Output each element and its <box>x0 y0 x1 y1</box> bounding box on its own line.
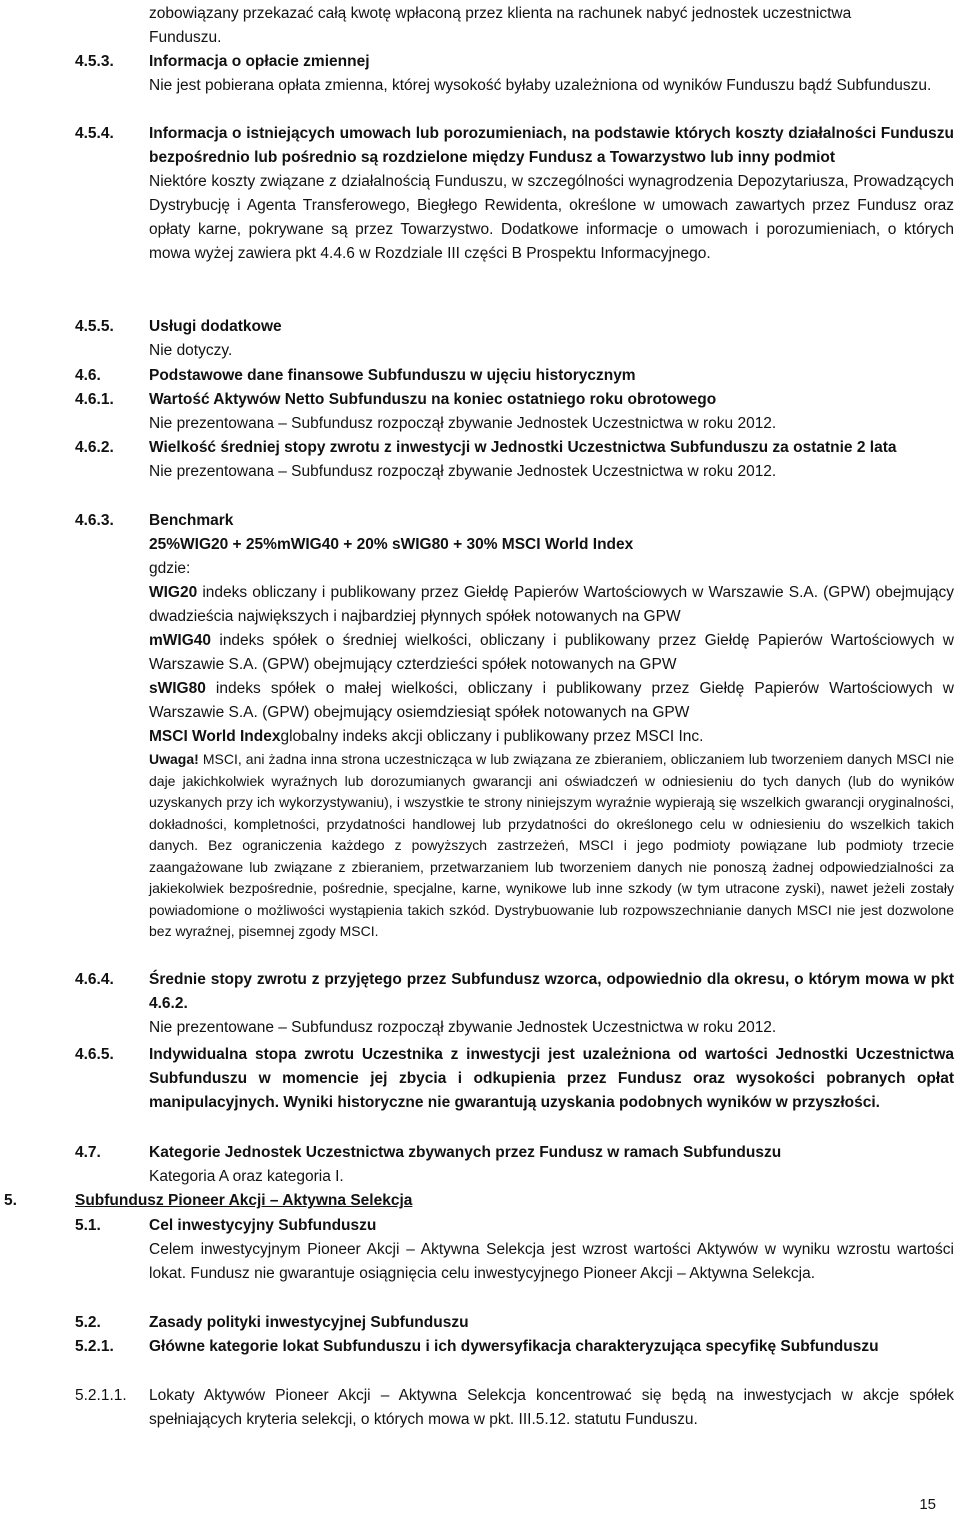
section-title: Usługi dodatkowe <box>149 318 282 335</box>
definition-term: sWIG80 <box>149 680 206 697</box>
section-text: Lokaty Aktywów Pioneer Akcji – Aktywna Selekcja koncentrować się będą na inwestycjach w akcje spółek spełniających kryteria selekcji, o których mowa w pkt. III.5.12. statutu Funduszu. <box>149 1387 954 1428</box>
section-text: Kategoria A oraz kategoria I. <box>149 1168 344 1185</box>
gdzie-label: gdzie: <box>149 560 191 577</box>
section-title: Indywidualna stopa zwrotu Uczestnika z inwestycji jest uzależniona od wartości Jednostki Uczestnictwa Subfunduszu w momencie jej zbycia i odkupienia przez Fundusz oraz wysokości pobranych opłat manipulacyjnych. Wyniki historyczne nie gwarantują uzyskania podobnych wyników w przyszłości. <box>149 1046 954 1111</box>
benchmark-formula: 25%WIG20 + 25%mWIG40 + 20% sWIG80 + 30% MSCI World Index <box>149 536 634 553</box>
section-title: Cel inwestycyjny Subfunduszu <box>149 1217 377 1234</box>
section-title: Podstawowe dane finansowe Subfunduszu w ujęciu historycznym <box>149 367 636 384</box>
section-text: Niektóre koszty związane z działalnością Funduszu, w szczególności wynagrodzenia Depozytariusza, Prowadzących Dystrybucję i Agenta Transferowego, Biegłego Rewidenta, określone w umowach zawartych przez Fundusz oraz opłaty karne, pokrywane są przez Towarzystwo. Dodatkowe informacje o umowach i porozumieniach, o których mowa wyżej zawiera pkt 4.4.6 w Rozdziale III części B Prospektu Informacyjnego. <box>149 173 954 262</box>
definition-swig80 <box>149 677 954 725</box>
section-number: 5.1. <box>75 1217 101 1234</box>
definition-msci <box>149 725 954 749</box>
section-number: 4.6.1. <box>75 391 114 408</box>
section-title: Główne kategorie lokat Subfunduszu i ich dywersyfikacja charakteryzująca specyfikę Subfunduszu <box>149 1338 879 1355</box>
section-number: 4.6.3. <box>75 512 114 529</box>
definition-wig20 <box>149 581 954 629</box>
section-number: 4.5.4. <box>75 125 114 142</box>
section-title: Informacja o istniejących umowach lub porozumieniach, na podstawie których koszty działalności Funduszu bezpośrednio lub pośrednio są rozdzielone między Fundusz a Towarzystwo lub inny podmiot <box>149 125 954 166</box>
page-number: 15 <box>919 1496 936 1513</box>
section-title: Wartość Aktywów Netto Subfunduszu na koniec ostatniego roku obrotowego <box>149 391 717 408</box>
section-title: Wielkość średniej stopy zwrotu z inwestycji w Jednostki Uczestnictwa Subfunduszu za ostatnie 2 lata <box>149 439 897 456</box>
section-title: Zasady polityki inwestycyjnej Subfunduszu <box>149 1314 469 1331</box>
definition-mwig40 <box>149 629 954 677</box>
continuation-line-1: zobowiązany przekazać całą kwotę wpłaconą przez klienta na rachunek nabyć jednostek uczestnictwa <box>149 5 852 22</box>
definition-text: indeks obliczany i publikowany przez Giełdę Papierów Wartościowych w Warszawie S.A. (GPW) obejmujący dwadzieścia największych i najbardziej płynnych spółek notowanych na GPW <box>149 584 954 625</box>
definition-text: indeks spółek o małej wielkości, obliczany i publikowany przez Giełdę Papierów Wartościowych w Warszawie S.A. (GPW) obejmujący osiemdziesiąt spółek notowanych na GPW <box>149 680 954 721</box>
section-text: Nie prezentowana – Subfundusz rozpoczął zbywanie Jednostek Uczestnictwa w roku 2012. <box>149 463 777 480</box>
section-text: Celem inwestycyjnym Pioneer Akcji – Aktywna Selekcja jest wzrost wartości Aktywów w wyniku wzrostu wartości lokat. Fundusz nie gwarantuje osiągnięcia celu inwestycyjnego Pioneer Akcji – Aktywna Selekcja. <box>149 1241 954 1282</box>
section-number: 4.6. <box>75 367 101 384</box>
section-number: 4.6.5. <box>75 1046 114 1063</box>
msci-disclaimer <box>149 749 954 943</box>
section-number: 4.5.3. <box>75 53 114 70</box>
section-number: 5.2.1. <box>75 1338 114 1355</box>
section-title: Średnie stopy zwrotu z przyjętego przez Subfundusz wzorca, odpowiednio dla okresu, o którym mowa w pkt 4.6.2. <box>149 971 954 1012</box>
definition-term: mWIG40 <box>149 632 212 649</box>
warning-label: Uwaga! <box>149 751 199 767</box>
section-text: Nie prezentowane – Subfundusz rozpoczął zbywanie Jednostek Uczestnictwa w roku 2012. <box>149 1019 777 1036</box>
section-text: Nie prezentowana – Subfundusz rozpoczął zbywanie Jednostek Uczestnictwa w roku 2012. <box>149 415 777 432</box>
section-number: 5.2. <box>75 1314 101 1331</box>
section-number: 5.2.1.1. <box>75 1387 127 1404</box>
continuation-line-2: Funduszu. <box>149 29 222 46</box>
section-title: Informacja o opłacie zmiennej <box>149 53 370 70</box>
section-number: 4.6.4. <box>75 971 114 988</box>
definition-text: indeks spółek o średniej wielkości, obliczany i publikowany przez Giełdę Papierów Wartościowych w Warszawie S.A. (GPW) obejmujący czterdzieści spółek notowanych na GPW <box>149 632 954 673</box>
section-number: 4.7. <box>75 1144 101 1161</box>
section-number: 5. <box>4 1192 17 1209</box>
section-text: Nie dotyczy. <box>149 342 233 359</box>
definition-term: MSCI World Index <box>149 728 281 745</box>
warning-text: MSCI, ani żadna inna strona uczestnicząca w lub związana ze zbieraniem, obliczaniem lub tworzeniem danych MSCI nie daje jakichkolwiek wyraźnych lub dorozumianych gwarancji ani oświadczeń w odniesieniu do tych danych (lub do wyników uzyskanych przy ich wykorzystywaniu), i wszystkie te strony niniejszym wyraźnie wypierają się wszelkich gwarancji oryginalności, dokładności, kompletności, przydatności handlowej lub przydatności do określonego celu w odniesieniu do wszelkich takich danych. Bez ograniczenia każdego z powyższych zastrzeżeń, MSCI i jego podmioty powiązane lub podmioty trzecie zaangażowane lub związane z zbieraniem, przetwarzaniem lub tworzeniem danych nie ponoszą żadnej odpowiedzialności za jakiekolwiek bezpośrednie, pośrednie, specjalne, karne, wynikowe lub inne szkody (w tym utracone zyski), nawet jeżeli zostały powiadomione o możliwości wystąpienia takich szkód. Dystrybuowanie lub rozpowszechnianie danych MSCI nie jest dozwolone bez wyraźnej, pisemnej zgody MSCI. <box>149 751 954 939</box>
definition-term: WIG20 <box>149 584 198 601</box>
section-text: Nie jest pobierana opłata zmienna, której wysokość byłaby uzależniona od wyników Funduszu bądź Subfunduszu. <box>149 77 932 94</box>
section-number: 4.5.5. <box>75 318 114 335</box>
section-title: Benchmark <box>149 512 234 529</box>
definition-text: globalny indeks akcji obliczany i publikowany przez MSCI Inc. <box>280 728 704 745</box>
section-title: Subfundusz Pioneer Akcji – Aktywna Selekcja <box>75 1192 413 1209</box>
section-title: Kategorie Jednostek Uczestnictwa zbywanych przez Fundusz w ramach Subfunduszu <box>149 1144 782 1161</box>
section-number: 4.6.2. <box>75 439 114 456</box>
